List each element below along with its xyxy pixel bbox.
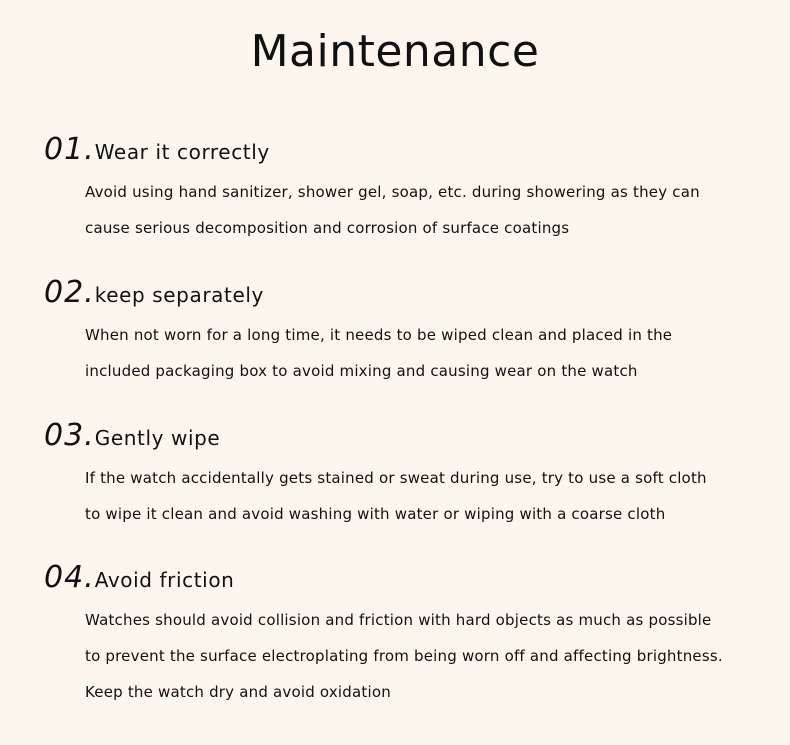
section-body-line: Avoid using hand sanitizer, shower gel, soap, etc. during showering as they can <box>85 183 700 201</box>
section-title: Gently wipe <box>94 426 221 450</box>
section-heading <box>44 132 764 168</box>
section-body-line: Keep the watch dry and avoid oxidation <box>85 683 391 701</box>
section-title: Avoid friction <box>94 568 235 592</box>
section-body-line: When not worn for a long time, it needs to be wiped clean and placed in the <box>85 326 673 344</box>
maintenance-section-gently-wipe <box>44 418 764 532</box>
section-body-line: to wipe it clean and avoid washing with water or wiping with a coarse cloth <box>85 505 666 523</box>
section-heading <box>44 560 764 596</box>
maintenance-section-wear-correctly <box>44 132 764 246</box>
section-heading <box>44 275 764 311</box>
section-title: Wear it correctly <box>94 140 270 164</box>
section-heading <box>44 418 764 454</box>
section-body <box>85 317 764 389</box>
section-body <box>85 174 764 246</box>
maintenance-section-avoid-friction <box>44 560 764 710</box>
section-number: 03. <box>44 418 95 453</box>
section-body-line: If the watch accidentally gets stained or sweat during use, try to use a soft cloth <box>85 469 707 487</box>
section-number: 02. <box>44 275 95 310</box>
section-body-line: Watches should avoid collision and friction with hard objects as much as possible <box>85 611 712 629</box>
section-body-line: cause serious decomposition and corrosion of surface coatings <box>85 219 570 237</box>
page-title: Maintenance <box>250 26 540 77</box>
section-body-line: to prevent the surface electroplating from being worn off and affecting brightness. <box>85 647 723 665</box>
maintenance-section-keep-separately <box>44 275 764 389</box>
section-body <box>85 602 764 710</box>
section-title: keep separately <box>94 283 264 307</box>
section-number: 01. <box>44 132 95 167</box>
section-number: 04. <box>44 560 95 595</box>
section-body-line: included packaging box to avoid mixing and causing wear on the watch <box>85 362 638 380</box>
section-body <box>85 460 764 532</box>
